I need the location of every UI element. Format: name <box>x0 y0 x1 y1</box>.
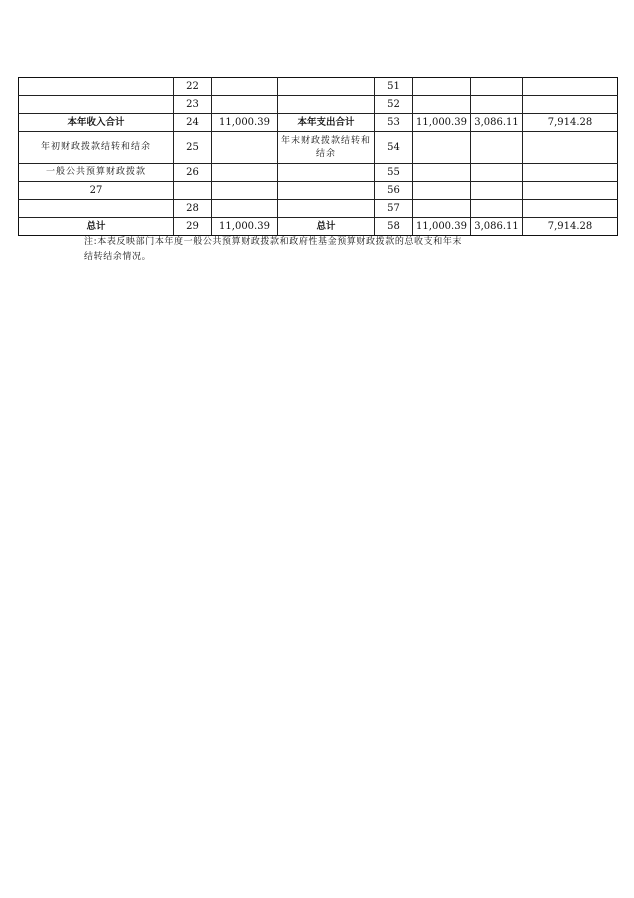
expense-total-cell <box>413 132 471 164</box>
income-amount-cell <box>212 78 278 96</box>
expense-item-cell: 总计 <box>278 218 375 236</box>
expense-project-cell: 7,914.28 <box>523 114 618 132</box>
table-row <box>19 200 618 218</box>
income-item-cell <box>19 78 174 96</box>
expense-item-cell <box>278 164 375 182</box>
expense-row-number: 51 <box>375 78 413 96</box>
expense-item-cell <box>278 78 375 96</box>
expense-total-cell: 11,000.39 <box>413 218 471 236</box>
income-row-number: 26 <box>174 164 212 182</box>
expense-basic-cell <box>471 182 523 200</box>
expense-row-number: 55 <box>375 164 413 182</box>
income-item-cell <box>19 200 174 218</box>
expense-item-cell <box>278 200 375 218</box>
expense-row-number: 57 <box>375 200 413 218</box>
income-row-number: 23 <box>174 96 212 114</box>
income-item-cell: 总计 <box>19 218 174 236</box>
income-item-cell: 一般公共预算财政拨款 <box>19 164 174 182</box>
expense-row-number: 56 <box>375 182 413 200</box>
income-amount-cell <box>212 164 278 182</box>
expense-project-cell <box>523 78 618 96</box>
expense-basic-cell <box>471 96 523 114</box>
income-amount-cell <box>212 96 278 114</box>
income-item-cell <box>19 96 174 114</box>
expense-basic-cell <box>471 132 523 164</box>
expense-row-number: 53 <box>375 114 413 132</box>
income-amount-cell: 11,000.39 <box>212 218 278 236</box>
table-footnote <box>84 235 554 265</box>
table-row <box>19 78 618 96</box>
fiscal-appropriation-table <box>18 77 618 236</box>
expense-item-cell: 年末财政拨款结转和结余 <box>278 132 375 164</box>
expense-total-cell <box>413 182 471 200</box>
expense-row-number: 58 <box>375 218 413 236</box>
expense-project-cell <box>523 200 618 218</box>
expense-item-cell: 本年支出合计 <box>278 114 375 132</box>
income-amount-cell: 11,000.39 <box>212 114 278 132</box>
table-row <box>19 132 618 164</box>
expense-item-cell <box>278 182 375 200</box>
expense-total-cell <box>413 200 471 218</box>
income-row-number <box>174 182 212 200</box>
income-item-cell: 27 <box>19 182 174 200</box>
expense-total-cell: 11,000.39 <box>413 114 471 132</box>
expense-basic-cell <box>471 164 523 182</box>
expense-total-cell <box>413 164 471 182</box>
expense-basic-cell: 3,086.11 <box>471 114 523 132</box>
income-item-cell: 本年收入合计 <box>19 114 174 132</box>
income-amount-cell <box>212 132 278 164</box>
expense-project-cell <box>523 164 618 182</box>
income-amount-cell <box>212 182 278 200</box>
expense-project-cell <box>523 132 618 164</box>
expense-project-cell: 7,914.28 <box>523 218 618 236</box>
expense-item-cell <box>278 96 375 114</box>
table-row <box>19 96 618 114</box>
income-row-number: 24 <box>174 114 212 132</box>
expense-row-number: 52 <box>375 96 413 114</box>
expense-basic-cell <box>471 200 523 218</box>
income-row-number: 29 <box>174 218 212 236</box>
expense-basic-cell: 3,086.11 <box>471 218 523 236</box>
income-amount-cell <box>212 200 278 218</box>
income-row-number: 22 <box>174 78 212 96</box>
income-row-number: 25 <box>174 132 212 164</box>
expense-basic-cell <box>471 78 523 96</box>
income-item-cell: 年初财政拨款结转和结余 <box>19 132 174 164</box>
income-row-number: 28 <box>174 200 212 218</box>
expense-total-cell <box>413 78 471 96</box>
footnote-line-1: 注:本表反映部门本年度一般公共预算财政拨款和政府性基金预算财政拨款的总收支和年末 <box>84 237 463 247</box>
expense-project-cell <box>523 182 618 200</box>
expense-row-number: 54 <box>375 132 413 164</box>
table-row <box>19 182 618 200</box>
expense-total-cell <box>413 96 471 114</box>
footnote-line-2: 结转结余情况。 <box>84 252 152 262</box>
table-row <box>19 114 618 132</box>
table-row <box>19 164 618 182</box>
expense-project-cell <box>523 96 618 114</box>
table-row <box>19 218 618 236</box>
